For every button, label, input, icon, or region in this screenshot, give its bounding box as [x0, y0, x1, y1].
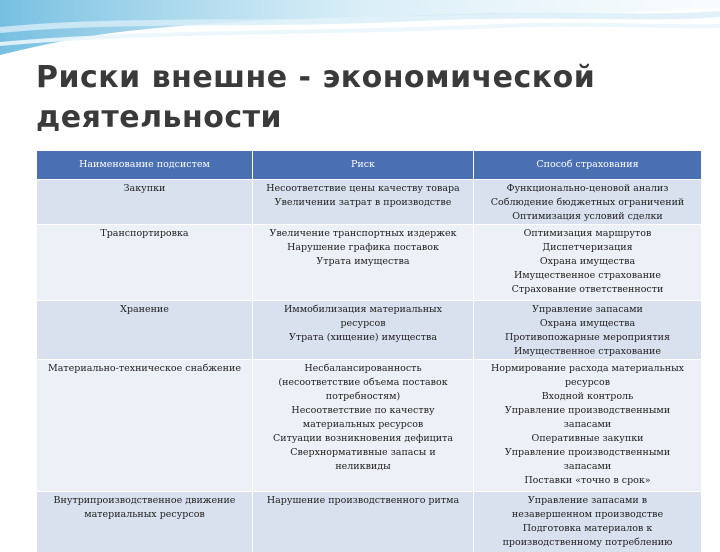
cell-text-line: Входной контроль	[541, 391, 634, 402]
table-row	[37, 360, 702, 492]
cell-text-line: Управление производственными	[504, 405, 671, 416]
table-header-row	[37, 151, 702, 180]
cell-text-line: Внутрипроизводственное движение	[53, 495, 236, 506]
cell-text-line: Оптимизация условий сделки	[512, 211, 663, 222]
cell-text-line: Утрата имущества	[316, 256, 410, 267]
cell-text-line: материальных ресурсов	[302, 419, 424, 430]
cell-text-line: запасами	[563, 419, 612, 430]
header-subsystem: Наименование подсистем	[37, 151, 253, 180]
cell-text-line: Подготовка материалов к	[522, 523, 653, 534]
cell-text-line: Управление запасами	[532, 304, 643, 315]
cell-text-line: (несоответствие объема поставок	[278, 377, 448, 388]
cell-text-line: Поставки «точно в срок»	[524, 475, 651, 486]
cell-text-line: ресурсов	[340, 318, 386, 329]
cell-text-line: ресурсов	[564, 377, 611, 388]
cell-text-line: производственному потреблению	[502, 537, 673, 548]
cell-text-line: Иммобилизация материальных	[284, 304, 442, 315]
cell-subsystem	[37, 225, 253, 301]
cell-text-line: Увеличении затрат в производстве	[274, 197, 452, 208]
cell-text-line: Транспортировка	[100, 228, 189, 239]
cell-text-line: Управление производственными	[504, 447, 671, 458]
cell-text-line: потребностям)	[325, 391, 401, 402]
cell-text-line: Имущественное страхование	[514, 270, 661, 281]
cell-method	[474, 225, 702, 301]
cell-risk	[253, 301, 474, 360]
cell-subsystem	[37, 180, 253, 225]
cell-text-line: материальных ресурсов	[84, 509, 205, 520]
cell-risk	[253, 360, 474, 492]
cell-text-line: Противопожарные мероприятия	[505, 332, 670, 343]
cell-text-line: Функционально-ценовой анализ	[506, 183, 669, 194]
cell-risk	[253, 225, 474, 301]
cell-text-line: Несбалансированность	[304, 363, 422, 374]
cell-text-line: Нарушение графика поставок	[287, 242, 439, 253]
table-row	[37, 180, 702, 225]
cell-text-line: неликвиды	[335, 461, 391, 472]
table-row	[37, 225, 702, 301]
cell-method	[474, 360, 702, 492]
cell-text-line: Страхование ответственности	[511, 284, 664, 295]
cell-text-line: Охрана имущества	[539, 256, 636, 267]
cell-risk	[253, 180, 474, 225]
risk-table	[37, 151, 702, 552]
cell-text-line: Диспетчеризация	[542, 242, 633, 253]
header-risk: Риск	[253, 151, 474, 180]
cell-text-line: запасами	[563, 461, 612, 472]
cell-text-line: Хранение	[120, 304, 169, 315]
cell-method	[474, 492, 702, 552]
cell-text-line: Ситуации возникновения дефицита	[272, 433, 454, 444]
cell-text-line: Закупки	[123, 183, 166, 194]
cell-subsystem	[37, 492, 253, 552]
slide-title: Риски внешне - экономической деятельности	[36, 60, 596, 135]
cell-method	[474, 301, 702, 360]
cell-text-line: Материально-техническое снабжение	[48, 363, 241, 374]
cell-text-line: Сверхнормативные запасы и	[290, 447, 436, 458]
cell-text-line: Охрана имущества	[539, 318, 636, 329]
cell-text-line: Нормирование расхода материальных	[490, 363, 685, 374]
cell-text-line: Имущественное страхование	[514, 346, 661, 357]
table-row	[37, 301, 702, 360]
cell-text-line: Управление запасами в	[527, 495, 648, 506]
cell-text-line: незавершенном производстве	[511, 509, 664, 520]
cell-text-line: Соблюдение бюджетных ограничений	[490, 197, 685, 208]
cell-text-line: Увеличение транспортных издержек	[269, 228, 457, 239]
cell-subsystem	[37, 301, 253, 360]
table-row	[37, 492, 702, 552]
cell-text-line: Нарушение производственного ритма	[266, 495, 460, 506]
cell-text-line: Оперативные закупки	[531, 433, 644, 444]
cell-text-line: Оптимизация маршрутов	[523, 228, 652, 239]
cell-text-line: Утрата (хищение) имущества	[288, 332, 438, 343]
cell-subsystem	[37, 360, 253, 492]
header-method: Способ страхования	[474, 151, 702, 180]
cell-text-line: Несоответствие цены качеству товара	[266, 183, 460, 194]
cell-risk	[253, 492, 474, 552]
cell-method	[474, 180, 702, 225]
table-body	[37, 180, 702, 552]
cell-text-line: Несоответствие по качеству	[291, 405, 435, 416]
